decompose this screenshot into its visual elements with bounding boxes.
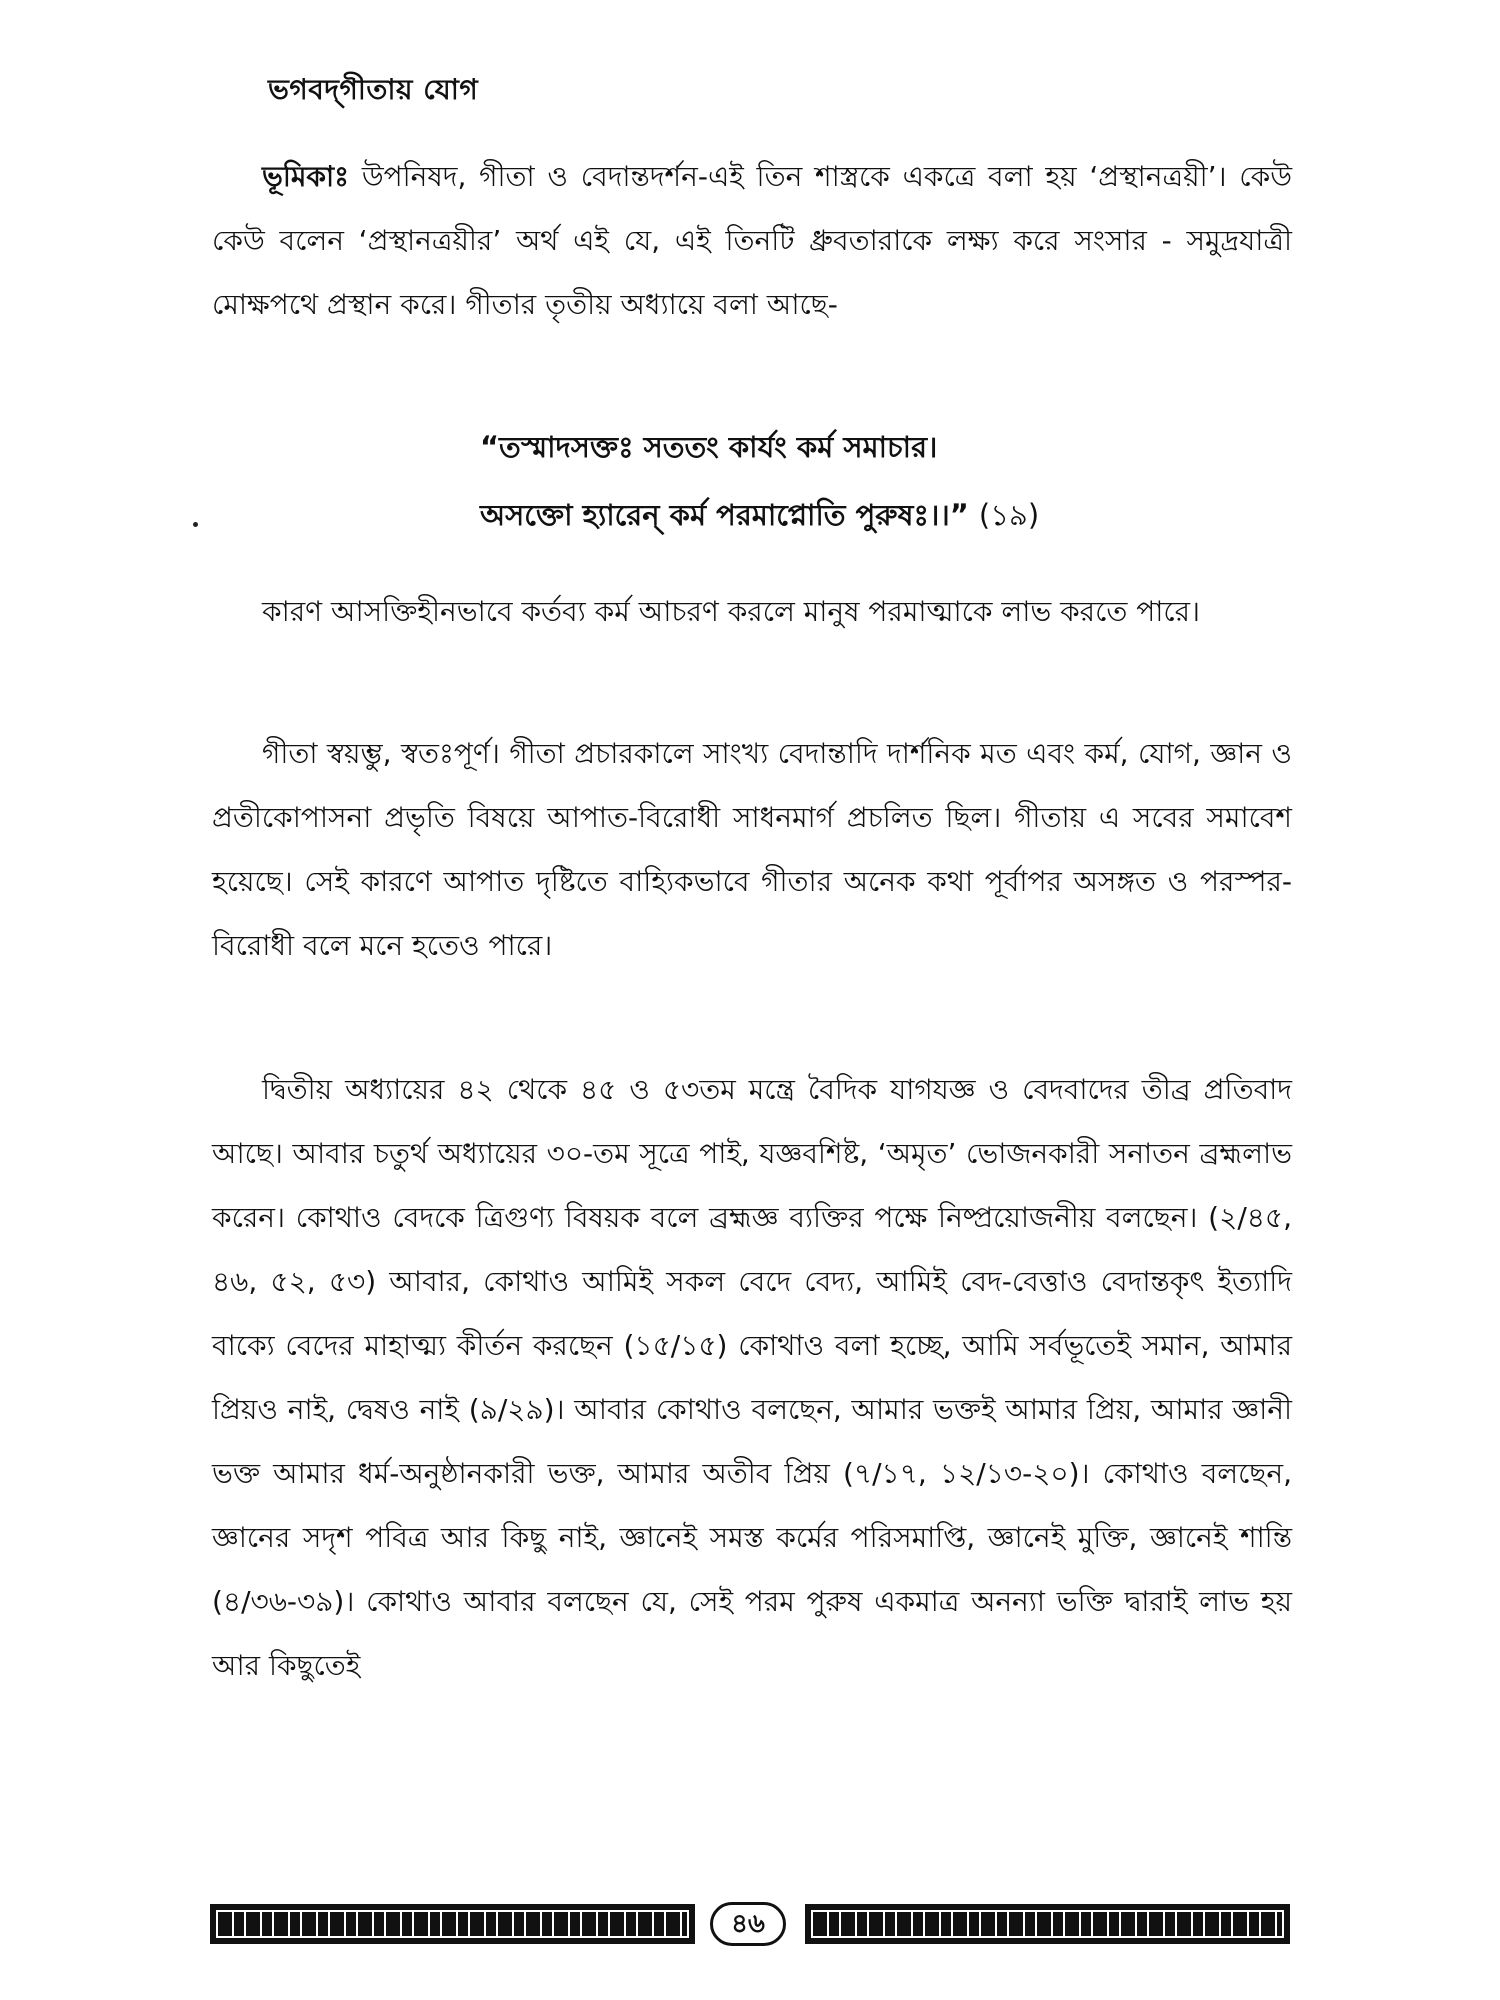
verse-line-2-text: অসক্তো হ্যারেন্ কর্ম পরমাপ্নোতি পুরুষঃ।।” bbox=[480, 498, 969, 532]
paragraph-2 bbox=[212, 580, 1292, 644]
footer-ornament-left bbox=[210, 1904, 695, 1944]
paragraph-3 bbox=[212, 722, 1292, 978]
intro-paragraph bbox=[212, 145, 1292, 337]
paragraph-4 bbox=[212, 1058, 1292, 1698]
footer-ornament-right bbox=[805, 1904, 1290, 1944]
paragraph-3-text: গীতা স্বয়ম্ভু, স্বতঃপূর্ণ। গীতা প্রচারকালে সাংখ্য বেদান্তাদি দার্শনিক মত এবং কর্ম, যোগ, জ্ঞান ও প্রতীকোপাসনা প্রভৃতি বিষয়ে আপাত-বিরোধী সাধনমার্গ প্রচলিত ছিল। গীতায় এ সবের সমাবেশ হয়েছে। সেই কারণে আপাত দৃষ্টিতে বাহ্যিকভাবে গীতার অনেক কথা পূর্বাপর অসঙ্গত ও পরস্পর-বিরোধী বলে মনে হতেও পারে। bbox=[212, 737, 1292, 962]
page-footer bbox=[210, 1902, 1290, 1952]
intro-text: উপনিষদ, গীতা ও বেদান্তদর্শন-এই তিন শাস্ত্রকে একত্রে বলা হয় ‘প্রস্থানত্রয়ী’। কেউ কেউ বলেন ‘প্রস্থানত্রয়ীর’ অর্থ এই যে, এই তিনটি ধ্রুবতারাকে লক্ষ্য করে সংসার - সমুদ্রযাত্রী মোক্ষপথে প্রস্থান করে। গীতার তৃতীয় অধ্যায়ে বলা আছে- bbox=[212, 160, 1293, 321]
page-title: ভগবদ্‌গীতায় যোগ bbox=[268, 73, 479, 106]
scan-speck bbox=[193, 522, 198, 527]
verse-line-2 bbox=[480, 493, 1039, 542]
paragraph-4-text: দ্বিতীয় অধ্যায়ের ৪২ থেকে ৪৫ ও ৫৩তম মন্ত্রে বৈদিক যাগযজ্ঞ ও বেদবাদের তীব্র প্রতিবাদ আছে। আবার চতুর্থ অধ্যায়ের ৩০-তম সূত্রে পাই, যজ্ঞবশিষ্ট, ‘অমৃত’ ভোজনকারী সনাতন ব্রহ্মলাভ করেন। কোথাও বেদকে ত্রিগুণ্য বিষয়ক বলে ব্রহ্মজ্ঞ ব্যক্তির পক্ষে নিষ্প্রয়োজনীয় বলছেন। (২/৪৫, ৪৬, ৫২, ৫৩) আবার, কোথাও আমিই সকল বেদে বেদ্য, আমিই বেদ-বেত্তাও বেদান্তকৃৎ ইত্যাদি বাক্যে বেদের মাহাত্ম্য কীর্তন করছেন (১৫/১৫) কোথাও বলা হচ্ছে, আমি সর্বভূতেই সমান, আমার প্রিয়ও নাই, দ্বেষও নাই (৯/২৯)। আবার কোথাও বলছেন, আমার ভক্তই আমার প্রিয়, আমার জ্ঞানী ভক্ত আমার ধর্ম-অনুষ্ঠানকারী ভক্ত, আমার অতীব প্রিয় (৭/১৭, ১২/১৩-২০)। কোথাও বলছেন, জ্ঞানের সদৃশ পবিত্র আর কিছু নাই, জ্ঞানেই সমস্ত কর্মের পরিসমাপ্তি, জ্ঞানেই মুক্তি, জ্ঞানেই শান্তি (৪/৩৬-৩৯)। কোথাও আবার বলছেন যে, সেই পরম পুরুষ একমাত্র অনন্যা ভক্তি দ্বারাই লাভ হয় আর কিছুতেই bbox=[212, 1073, 1292, 1682]
verse-line-1: “তস্মাদসক্তঃ সততং কার্যং কর্ম সমাচার। bbox=[480, 430, 938, 464]
intro-lead: ভূমিকাঃ bbox=[262, 160, 350, 193]
page-number: ৪৬ bbox=[710, 1902, 786, 1946]
verse-reference: (১৯) bbox=[978, 498, 1040, 532]
paragraph-2-text: কারণ আসক্তিহীনভাবে কর্তব্য কর্ম আচরণ করলে মানুষ পরমাত্মাকে লাভ করতে পারে। bbox=[262, 595, 1201, 628]
